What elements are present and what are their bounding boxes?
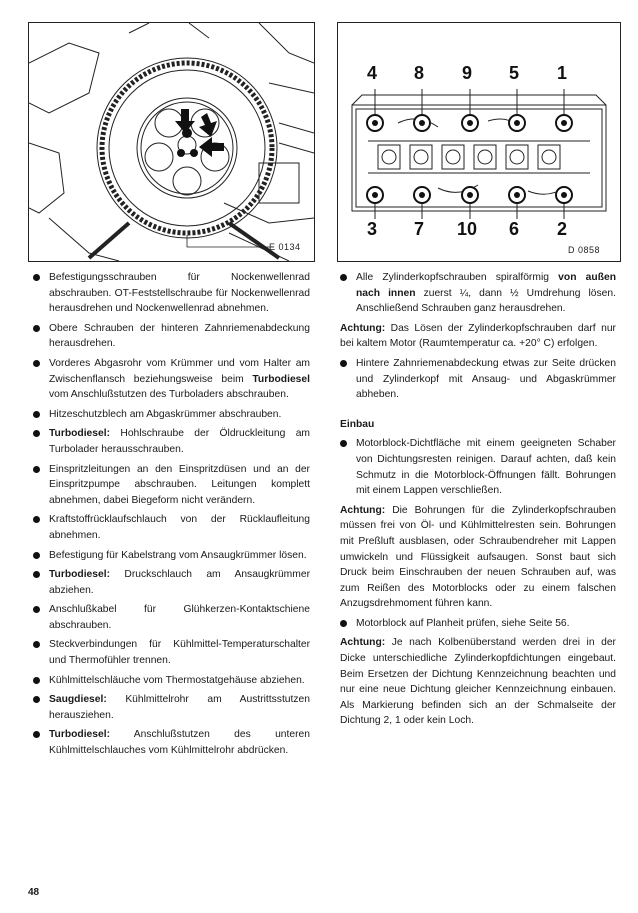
bolt-number-label: 7	[414, 219, 425, 239]
list-item: Steckverbindungen für Kühlmittel-Temperaturschalter und Thermofühler trennen.	[33, 637, 310, 668]
page-number: 48	[28, 887, 40, 898]
list-item: Einspritzleitungen an den Einspritzdüsen und an der Einspritzpumpe abschrauben. Leitungen komplett abnehmen, dabei Biegeform nicht verändern.	[33, 462, 310, 509]
list-item: Obere Schrauben der hinteren Zahnriemenabdeckung herausdrehen.	[33, 321, 310, 352]
list-item: Turbodiesel: Anschlußstutzen des unteren Kühlmittelschlauches vom Kühlmittelrohr abdrücken.	[33, 727, 310, 758]
bolt-number-label: 1	[557, 63, 568, 83]
warning-paragraph: Achtung: Die Bohrungen für die Zylinderkopfschrauben müssen frei von Öl- und Kühlmittelresten sein. Bohrungen mit Preßluft ausblasen, oder Schraubendreher mit Lappen umwickeln und Flüssigkeit aufsaugen. Sonst baut sich Druck beim Einschrauben der neuen Schrauben auf, was zum Reißen des Motorblocks oder zu einem falschen Anzugsdrehmoment führen kann.	[340, 504, 616, 610]
cylinder-head-drawing	[338, 23, 620, 261]
list-item: Befestigung für Kabelstrang vom Ansaugkrümmer lösen.	[33, 548, 310, 564]
list-item: Anschlußkabel für Glühkerzen-Kontaktschiene abschrauben.	[33, 602, 310, 633]
bolt-number-label: 5	[509, 63, 520, 83]
list-item: Hitzeschutzblech am Abgaskrümmer abschrauben.	[33, 407, 310, 423]
left-text-column	[33, 270, 310, 763]
bolt-number-label: 3	[367, 219, 378, 239]
list-item: Turbodiesel: Hohlschraube der Öldruckleitung am Turbolader herausschrauben.	[33, 426, 310, 457]
camshaft-gear-drawing	[29, 23, 314, 261]
bolt-number-label: 8	[414, 63, 425, 83]
right-text-column	[340, 270, 616, 733]
list-item: Saugdiesel: Kühlmittelrohr am Austrittsstutzen herausziehen.	[33, 692, 310, 723]
figure-code: E 0134	[269, 242, 301, 252]
camshaft-gear-figure	[28, 22, 315, 262]
warning-paragraph: Achtung: Das Lösen der Zylinderkopfschrauben darf nur bei kaltem Motor (Raumtemperatur ca. +20° C) erfolgen.	[340, 322, 616, 350]
list-item: Befestigungsschrauben für Nockenwellenrad abschrauben. OT-Feststellschraube für Nockenwellenrad herausdrehen und Nockenwellenrad abnehmen.	[33, 270, 310, 317]
list-item: Turbodiesel: Druckschlauch am Ansaugkrümmer abziehen.	[33, 567, 310, 598]
warning-paragraph: Achtung: Je nach Kolbenüberstand werden drei in der Dicke unterschiedliche Zylinderkopfdichtungen eingebaut. Beim Ersetzen der Dichtung Kennzeichnung beachten und nur eine neue Dichtung gleicher Kennzeichnung einbauen. Als Markierung befinden sich an der Schmalseite der Dichtung 2, 1 oder kein Loch.	[340, 637, 616, 727]
list-item: Alle Zylinderkopfschrauben spiralförmig von außen nach innen zuerst ¼, dann ½ Umdrehung lösen. Anschließend Schrauben ganz herausdrehen.	[340, 270, 616, 317]
bolt-number-label: 2	[557, 219, 568, 239]
bolt-number-label: 6	[509, 219, 520, 239]
list-item: Motorblock-Dichtfläche mit einem geeigneten Schaber von Dichtungsresten reinigen. Darauf achten, daß kein Schmutz in die Motorblock-Öffnungen fällt. Bohrungen mit einem Lappen verschließen.	[340, 436, 616, 498]
bolt-number-label: 10	[457, 219, 478, 239]
list-item: Hintere Zahnriemenabdeckung etwas zur Seite drücken und Zylinderkopf mit Ansaug- und Abgaskrümmer abheben.	[340, 356, 616, 403]
list-item: Kraftstoffrücklaufschlauch von der Rücklaufleitung abnehmen.	[33, 512, 310, 543]
list-item: Motorblock auf Planheit prüfen, siehe Seite 56.	[340, 616, 616, 632]
section-heading: Einbau	[340, 418, 375, 430]
figure-code: D 0858	[568, 245, 601, 255]
list-item: Kühlmittelschläuche vom Thermostatgehäuse abziehen.	[33, 673, 310, 689]
bolt-number-label: 4	[367, 63, 378, 83]
list-item: Vorderes Abgasrohr vom Krümmer und vom Halter am Zwischenflansch beziehungsweise beim Turbodiesel vom Anschlußstutzen des Turboladers abschrauben.	[33, 356, 310, 403]
bolt-number-label: 9	[462, 63, 473, 83]
cylinder-head-figure	[337, 22, 621, 262]
